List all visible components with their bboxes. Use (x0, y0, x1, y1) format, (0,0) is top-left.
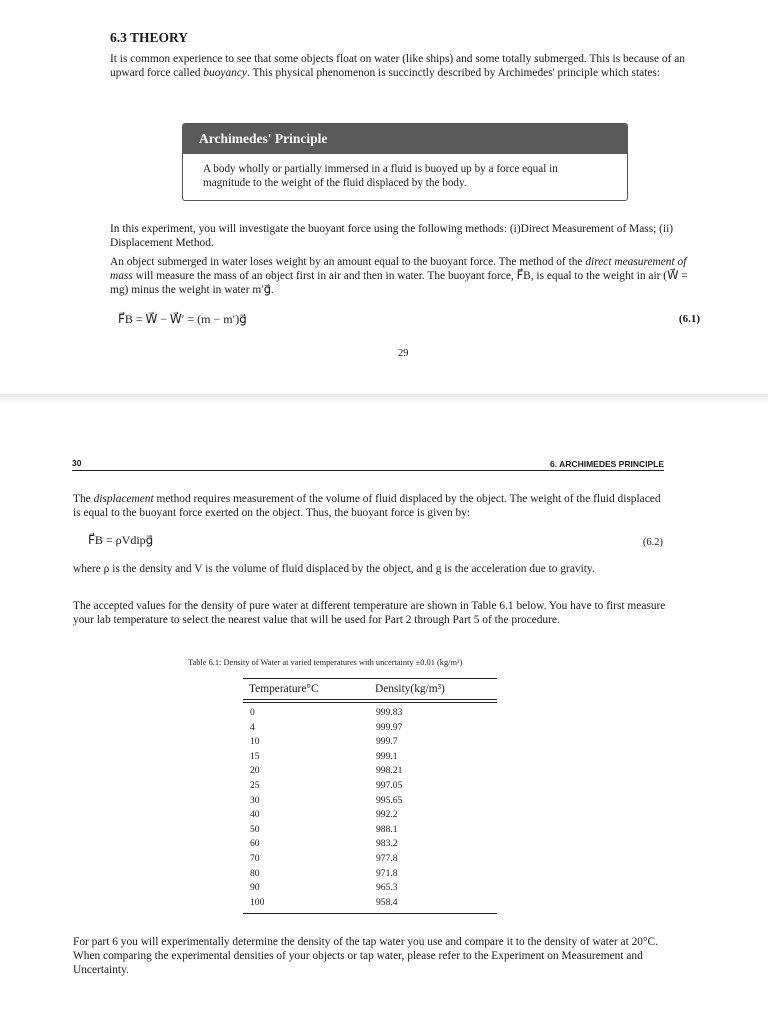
density-cell: 965.3 (376, 882, 398, 894)
density-cell: 971.8 (376, 867, 398, 879)
part6-paragraph: For part 6 you will experimentally determine the density of the tap water you use and compare it to the density of water at 20°C. When comparing the experimental densities of your objects or tap water, please refer to the Experiment on Measurement and Uncertainty. (73, 936, 658, 976)
box-title: Archimedes' Principle (183, 124, 627, 154)
temperature-cell: 40 (250, 809, 260, 821)
displacement-paragraph (73, 492, 667, 520)
intro-emphasis: buoyancy (203, 67, 247, 79)
section-title: 6.3 THEORY (110, 30, 189, 45)
header-rule (72, 470, 664, 471)
table-row (243, 852, 497, 867)
density-table (243, 678, 497, 914)
table-row (243, 837, 497, 852)
temperature-cell: 70 (250, 852, 260, 864)
intro-text-a: It is common experience to see that some objects float on water (like ships) and some totally submerged. This is because of an upward force called (110, 53, 685, 79)
density-cell: 992.2 (376, 809, 398, 821)
running-header-chapter: 6. ARCHIMEDES PRINCIPLE (550, 459, 664, 469)
temperature-cell: 20 (250, 765, 260, 777)
table-row (243, 896, 497, 911)
density-cell: 998.21 (376, 765, 403, 777)
page-divider (0, 394, 768, 406)
temperature-cell: 30 (250, 794, 260, 806)
temperature-cell: 0 (250, 707, 255, 718)
temperature-cell: 4 (250, 721, 255, 733)
table-row (243, 706, 497, 721)
table-row (243, 764, 497, 779)
direct-text-b: will measure the mass of an object first in air and then in water. The buoyant force, F⃗B, is equal to the weight in air (W⃗ = mg) minus the weight in water m′g⃗. (110, 270, 688, 296)
table-body (243, 703, 497, 913)
table-header-temperature: Temperature°C (249, 683, 319, 695)
table-row (243, 735, 497, 750)
temperature-cell: 15 (250, 750, 260, 762)
table-header-rule (243, 699, 497, 700)
table-row (243, 794, 497, 809)
direct-emphasis: direct measurement of mass (110, 256, 687, 282)
direct-text-a: An object submerged in water loses weight by an amount equal to the buoyant force. The method of the (110, 256, 586, 268)
running-header-page-number: 30 (72, 458, 82, 468)
density-cell: 997.05 (376, 779, 403, 791)
table-row (243, 721, 497, 736)
table-bottom-rule (243, 913, 497, 914)
density-cell: 958.4 (376, 896, 398, 908)
table-row (243, 779, 497, 794)
page-29 (0, 0, 768, 394)
table-row (243, 750, 497, 765)
accepted-values-paragraph: The accepted values for the density of pure water at different temperature are shown in Table 6.1 below. You have to first measure your lab temperature to select the nearest value that will be used for Part 2 through Part 5 of the procedure. (73, 600, 666, 626)
equation-number-6-2: (6.2) (642, 537, 663, 548)
equation-6-2: F⃗B = ρVdipg⃗ (88, 533, 154, 547)
table-row (243, 808, 497, 823)
disp-text-a: The (73, 493, 94, 505)
density-cell: 999.83 (376, 707, 403, 718)
disp-emphasis: displacement (93, 493, 154, 505)
direct-method-paragraph (110, 255, 705, 297)
temperature-cell: 90 (250, 882, 260, 894)
temperature-cell: 25 (250, 779, 260, 791)
table-header-row (243, 679, 497, 699)
table-row (243, 823, 497, 838)
box-text: A body wholly or partially immersed in a fluid is buoyed up by a force equal in magnitude to the weight of the fluid displaced by the body. (203, 163, 558, 189)
page-30 (0, 406, 768, 1024)
density-cell: 999.7 (376, 736, 398, 748)
temperature-cell: 10 (250, 736, 260, 748)
density-cell: 977.8 (376, 852, 398, 864)
table-row (243, 867, 497, 882)
temperature-cell: 100 (250, 896, 265, 908)
density-cell: 995.65 (376, 794, 403, 806)
table-caption: Table 6.1: Density of Water at varied temperatures with uncertainty ±0.01 (kg/m³) (188, 658, 463, 667)
temperature-cell: 60 (250, 838, 260, 850)
intro-paragraph (110, 52, 705, 80)
density-cell: 983.2 (376, 838, 398, 850)
intro-text-b: . This physical phenomenon is succinctly described by Archimedes' principle which states: (246, 67, 661, 79)
methods-paragraph: In this experiment, you will investigate the buoyant force using the following methods: (i)Direct Measurement of Mass; (ii) Displacement Method. (110, 223, 674, 249)
temperature-cell: 80 (250, 867, 260, 879)
disp-text-b: method requires measurement of the volume of fluid displaced by the object. The weight of the fluid displaced is equal to the buoyant force exerted on the object. Thus, the buoyant force is given by: (73, 493, 661, 519)
density-cell: 999.97 (376, 721, 403, 733)
table-row (243, 881, 497, 896)
where-paragraph: where ρ is the density and V is the volume of fluid displaced by the object, and g is the acceleration due to gravity. (73, 563, 595, 575)
equation-number-6-1: (6.1) (678, 313, 700, 325)
table-header-density: Density(kg/m³) (375, 683, 445, 695)
equation-6-1: F⃗B = W⃗ − W⃗′ = (m − m′)g⃗ (118, 312, 247, 326)
temperature-cell: 50 (250, 823, 260, 835)
archimedes-principle-box (182, 123, 628, 201)
density-cell: 999.1 (376, 750, 398, 762)
page-number: 29 (398, 348, 409, 359)
density-cell: 988.1 (376, 823, 398, 835)
